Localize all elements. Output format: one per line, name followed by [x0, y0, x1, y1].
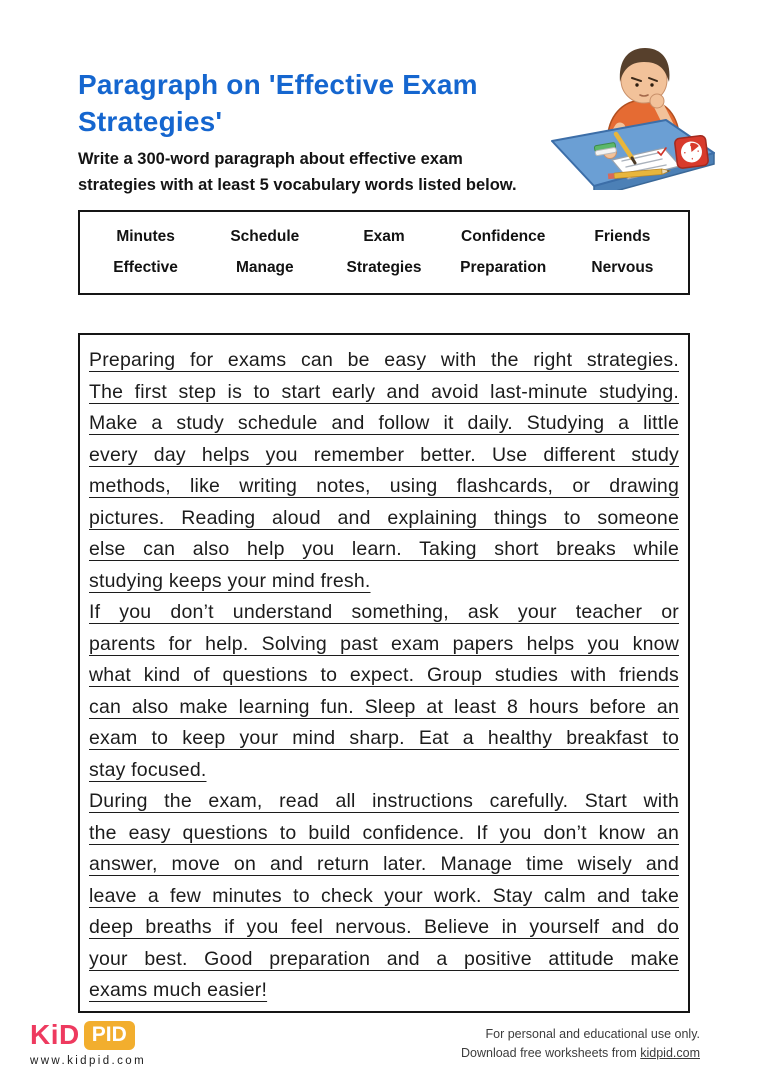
- vocab-word: Schedule: [230, 228, 300, 246]
- vocab-row-2: [86, 259, 682, 277]
- boy-eye-right: [650, 83, 653, 86]
- vocab-word: Minutes: [116, 228, 175, 246]
- instructions: [78, 146, 578, 198]
- paragraph-line: exam to keep your mind sharp. Eat a healthy breakfast to: [89, 727, 679, 749]
- paragraph-box: [78, 333, 690, 1013]
- paragraph-line: else can also help you learn. Taking short breaks while: [89, 538, 679, 560]
- instructions-line-1: Write a 300-word paragraph about effective exam: [78, 150, 463, 168]
- vocab-word: Strategies: [346, 258, 422, 276]
- timer-clock: [674, 135, 708, 169]
- paragraph-line: the easy questions to build confidence. If you don’t know an: [89, 821, 679, 844]
- paragraph-line: Preparing for exams can be easy with the right strategies.: [89, 349, 679, 371]
- vocab-word: Exam: [363, 228, 405, 246]
- paragraph-line: what kind of questions to expect. Group studies with friends: [89, 664, 679, 686]
- page-title: [78, 66, 558, 140]
- usage-note-line-2: [461, 1044, 700, 1063]
- paragraph-line: every day helps you remember better. Use different study: [89, 443, 679, 466]
- vocab-word: Effective: [113, 258, 178, 276]
- kidpid-logo: [30, 1019, 146, 1067]
- paragraph-line: methods, like writing notes, using flashcards, or drawing: [89, 475, 679, 497]
- page-title-line-2: Strategies': [78, 106, 223, 137]
- paragraph-line: If you don’t understand something, ask your teacher or: [89, 601, 679, 623]
- logo-kid-text: KiD: [30, 1019, 80, 1050]
- footer-usage-note: [461, 1025, 700, 1063]
- usage-note-line-1: For personal and educational use only.: [485, 1027, 700, 1041]
- usage-note-prefix: Download free worksheets from: [461, 1046, 641, 1060]
- paragraph-line: Make a study schedule and follow it daily. Studying a little: [89, 412, 679, 434]
- paragraph-line: can also make learning fun. Sleep at least 8 hours before an: [89, 695, 679, 718]
- vocab-word: Nervous: [591, 258, 654, 276]
- paragraph-line: The first step is to start early and avoid last-minute studying.: [89, 380, 679, 403]
- kidpid-logo-wordmark: [30, 1019, 146, 1051]
- paragraph-line: pictures. Reading aloud and explaining things to someone: [89, 506, 679, 529]
- paragraph-line: exams much easier!: [89, 979, 268, 1001]
- logo-pid-badge: PID: [84, 1021, 135, 1050]
- paragraph-line: studying keeps your mind fresh.: [89, 569, 371, 592]
- kidpid-link[interactable]: kidpid.com: [640, 1046, 700, 1060]
- boy-hand-chin: [650, 94, 664, 108]
- vocab-word: Preparation: [460, 258, 547, 276]
- vocab-word: Manage: [235, 258, 294, 276]
- paragraph-line: During the exam, read all instructions carefully. Start with: [89, 790, 679, 812]
- vocab-word: Friends: [594, 228, 651, 246]
- paragraph-lines: [89, 345, 679, 1007]
- vocab-word: Confidence: [461, 228, 546, 246]
- student-studying-illustration: [548, 40, 718, 190]
- vocabulary-box: [78, 210, 690, 295]
- logo-website-url: www.kidpid.com: [30, 1055, 147, 1067]
- paragraph-line: parents for help. Solving past exam papers helps you know: [89, 632, 679, 655]
- boy-eye-left: [635, 83, 638, 86]
- paragraph-line: answer, move on and return later. Manage time wisely and: [89, 853, 679, 875]
- paragraph-line: deep breaths if you feel nervous. Believe in yourself and do: [89, 916, 679, 938]
- page-title-line-1: Paragraph on 'Effective Exam: [78, 69, 478, 100]
- paragraph-line: leave a few minutes to check your work. Stay calm and take: [89, 884, 679, 907]
- vocab-row-1: [86, 228, 682, 246]
- paragraph-line: stay focused.: [89, 758, 207, 781]
- instructions-line-2: strategies with at least 5 vocabulary words listed below.: [78, 176, 517, 194]
- paragraph-line: your best. Good preparation and a positive attitude make: [89, 947, 679, 970]
